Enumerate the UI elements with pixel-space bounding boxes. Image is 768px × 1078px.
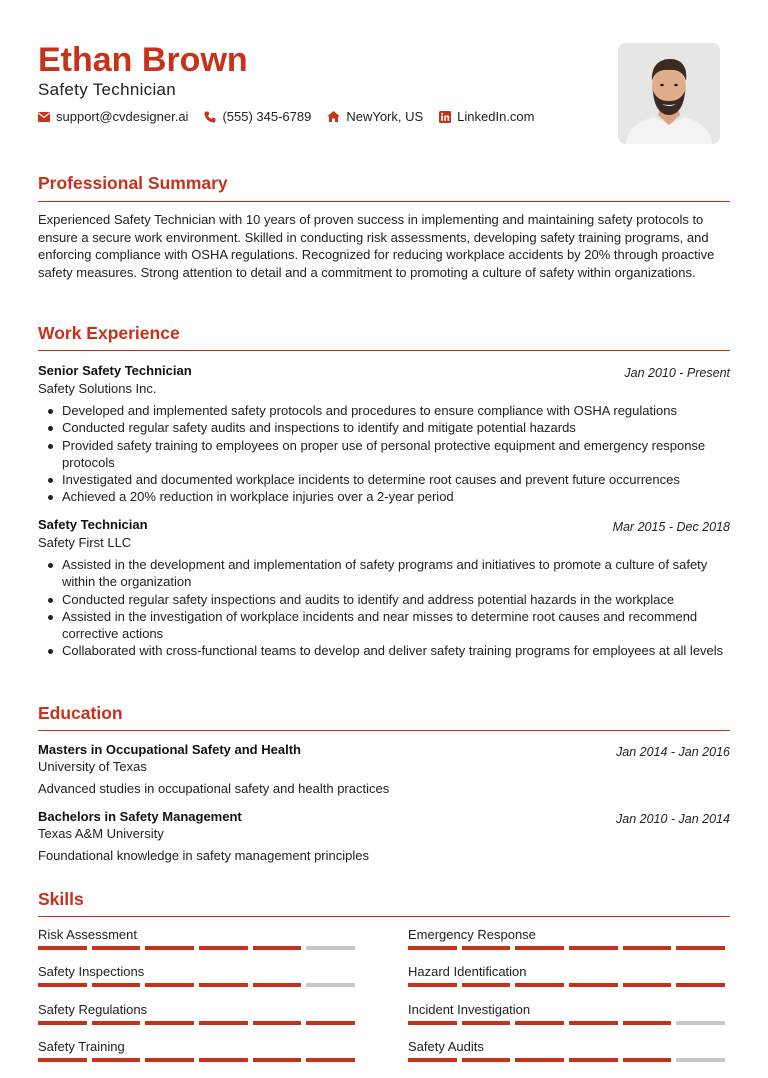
degree-school: University of Texas bbox=[38, 759, 147, 774]
contact-linkedin-text: LinkedIn.com bbox=[457, 109, 535, 124]
degree-description: Advanced studies in occupational safety and health practices bbox=[38, 781, 390, 796]
skill-segment-filled bbox=[408, 946, 457, 950]
job-title: Safety Technician bbox=[38, 517, 148, 532]
skill-segment-filled bbox=[306, 1058, 355, 1062]
list-item: Assisted in the investigation of workplace incidents and near misses to determine root causes and recommend corrective actions bbox=[62, 608, 730, 643]
skill-label: Hazard Identification bbox=[408, 964, 527, 979]
skill-label: Incident Investigation bbox=[408, 1002, 531, 1017]
skill-segment-filled bbox=[569, 983, 618, 987]
contact-email-text: support@cvdesigner.ai bbox=[56, 109, 189, 124]
job-bullets bbox=[38, 402, 730, 506]
phone-icon bbox=[204, 111, 216, 123]
skill-segment-filled bbox=[253, 1021, 302, 1025]
degree-description: Foundational knowledge in safety management principles bbox=[38, 848, 369, 863]
contact-phone[interactable] bbox=[204, 109, 311, 124]
skill-segment-filled bbox=[145, 983, 194, 987]
summary-heading: Professional Summary bbox=[38, 173, 228, 193]
skill-segment-filled bbox=[199, 1058, 248, 1062]
skill-level-bar bbox=[408, 983, 730, 987]
contact-location bbox=[327, 109, 423, 124]
skill-label: Safety Audits bbox=[408, 1039, 484, 1054]
skill-segment-filled bbox=[38, 1058, 87, 1062]
job-date: Jan 2010 - Present bbox=[624, 366, 730, 380]
skill-segment-filled bbox=[253, 983, 302, 987]
skill-segment-filled bbox=[145, 1021, 194, 1025]
degree-school: Texas A&M University bbox=[38, 826, 164, 841]
skill-segment-filled bbox=[253, 1058, 302, 1062]
skill-item bbox=[38, 927, 360, 950]
skill-segment-filled bbox=[38, 946, 87, 950]
envelope-icon bbox=[38, 112, 50, 122]
skill-segment-filled bbox=[199, 983, 248, 987]
skill-segment-filled bbox=[569, 946, 618, 950]
skill-segment-empty bbox=[306, 983, 355, 987]
skill-segment-empty bbox=[676, 1058, 725, 1062]
education-heading: Education bbox=[38, 703, 123, 723]
skill-segment-filled bbox=[38, 1021, 87, 1025]
list-item: Achieved a 20% reduction in workplace injuries over a 2-year period bbox=[62, 488, 730, 505]
skill-item bbox=[408, 1002, 730, 1025]
skill-segment-filled bbox=[408, 1058, 457, 1062]
skill-segment-filled bbox=[676, 983, 725, 987]
job-bullets bbox=[38, 556, 730, 660]
experience-heading: Work Experience bbox=[38, 323, 180, 343]
degree-title: Bachelors in Safety Management bbox=[38, 809, 242, 824]
education-divider bbox=[38, 730, 730, 731]
contact-bar bbox=[38, 109, 551, 124]
summary-text: Experienced Safety Technician with 10 years of proven success in implementing and maintaining safety protocols to ensure a secure work environment. Skilled in conducting risk assessments, developing safety training programs, and enforcing compliance with OSHA regulations. Recognized for reducing workplace accidents by 20% through proactive safety measures. Strong attention to detail and a commitment to promoting a culture of safety within organizations. bbox=[38, 212, 715, 280]
skills-divider bbox=[38, 916, 730, 917]
skill-segment-filled bbox=[145, 946, 194, 950]
skill-segment-empty bbox=[676, 1021, 725, 1025]
skill-level-bar bbox=[408, 946, 730, 950]
job-company: Safety Solutions Inc. bbox=[38, 381, 157, 396]
degree-date: Jan 2014 - Jan 2016 bbox=[616, 745, 730, 759]
list-item: Investigated and documented workplace incidents to determine root causes and prevent future occurrences bbox=[62, 471, 730, 488]
skill-segment-filled bbox=[462, 983, 511, 987]
job-title: Senior Safety Technician bbox=[38, 363, 192, 378]
contact-linkedin[interactable] bbox=[439, 109, 534, 124]
skill-segment-filled bbox=[92, 983, 141, 987]
skill-level-bar bbox=[38, 1021, 360, 1025]
skill-segment-filled bbox=[462, 1058, 511, 1062]
skill-item bbox=[408, 927, 730, 950]
skill-segment-filled bbox=[92, 1058, 141, 1062]
skill-segment-filled bbox=[623, 1058, 672, 1062]
skill-segment-filled bbox=[306, 1021, 355, 1025]
skill-segment-filled bbox=[253, 946, 302, 950]
skill-segment-filled bbox=[92, 1021, 141, 1025]
skill-item bbox=[408, 964, 730, 987]
skill-label: Safety Inspections bbox=[38, 964, 145, 979]
linkedin-icon bbox=[439, 111, 451, 123]
skill-level-bar bbox=[38, 946, 360, 950]
skill-segment-filled bbox=[623, 946, 672, 950]
skill-level-bar bbox=[408, 1058, 730, 1062]
list-item: Collaborated with cross-functional teams to develop and deliver safety training programs for employees at all levels bbox=[62, 642, 730, 659]
home-icon bbox=[327, 111, 340, 122]
skill-segment-filled bbox=[408, 983, 457, 987]
skill-item bbox=[408, 1039, 730, 1062]
contact-location-text: NewYork, US bbox=[346, 109, 424, 124]
skill-label: Safety Training bbox=[38, 1039, 125, 1054]
degree-date: Jan 2010 - Jan 2014 bbox=[616, 812, 730, 826]
job-date: Mar 2015 - Dec 2018 bbox=[612, 520, 730, 534]
skill-item bbox=[38, 1039, 360, 1062]
skill-level-bar bbox=[38, 983, 360, 987]
skill-segment-filled bbox=[145, 1058, 194, 1062]
candidate-title: Safety Technician bbox=[38, 80, 177, 99]
skill-level-bar bbox=[38, 1058, 360, 1062]
skill-label: Risk Assessment bbox=[38, 927, 137, 942]
skill-segment-filled bbox=[38, 983, 87, 987]
skill-segment-filled bbox=[676, 946, 725, 950]
summary-divider bbox=[38, 201, 730, 202]
skill-segment-empty bbox=[306, 946, 355, 950]
candidate-name: Ethan Brown bbox=[38, 41, 248, 79]
skill-item bbox=[38, 1002, 360, 1025]
skill-segment-filled bbox=[569, 1021, 618, 1025]
skill-level-bar bbox=[408, 1021, 730, 1025]
contact-phone-text: (555) 345-6789 bbox=[222, 109, 312, 124]
skill-segment-filled bbox=[462, 1021, 511, 1025]
skill-segment-filled bbox=[623, 983, 672, 987]
contact-email[interactable] bbox=[38, 109, 188, 124]
skill-segment-filled bbox=[515, 1058, 564, 1062]
skill-segment-filled bbox=[515, 983, 564, 987]
job-company: Safety First LLC bbox=[38, 535, 132, 550]
skill-segment-filled bbox=[408, 1021, 457, 1025]
skill-label: Emergency Response bbox=[408, 927, 536, 942]
list-item: Developed and implemented safety protocols and procedures to ensure compliance with OSHA regulations bbox=[62, 402, 730, 419]
skill-label: Safety Regulations bbox=[38, 1002, 148, 1017]
skill-segment-filled bbox=[199, 946, 248, 950]
skill-segment-filled bbox=[569, 1058, 618, 1062]
skill-segment-filled bbox=[199, 1021, 248, 1025]
list-item: Assisted in the development and implementation of safety programs and initiatives to promote a culture of safety within the organization bbox=[62, 556, 730, 591]
experience-divider bbox=[38, 350, 730, 351]
list-item: Conducted regular safety audits and inspections to identify and mitigate potential hazards bbox=[62, 419, 730, 436]
skill-segment-filled bbox=[462, 946, 511, 950]
skills-heading: Skills bbox=[38, 889, 84, 909]
degree-title: Masters in Occupational Safety and Health bbox=[38, 742, 301, 757]
skill-segment-filled bbox=[623, 1021, 672, 1025]
profile-photo bbox=[618, 43, 720, 144]
skill-item bbox=[38, 964, 360, 987]
skill-segment-filled bbox=[515, 1021, 564, 1025]
skill-segment-filled bbox=[92, 946, 141, 950]
skill-segment-filled bbox=[515, 946, 564, 950]
list-item: Provided safety training to employees on proper use of personal protective equipment and emergency response protocols bbox=[62, 437, 730, 472]
list-item: Conducted regular safety inspections and audits to identify and address potential hazards in the workplace bbox=[62, 591, 730, 608]
